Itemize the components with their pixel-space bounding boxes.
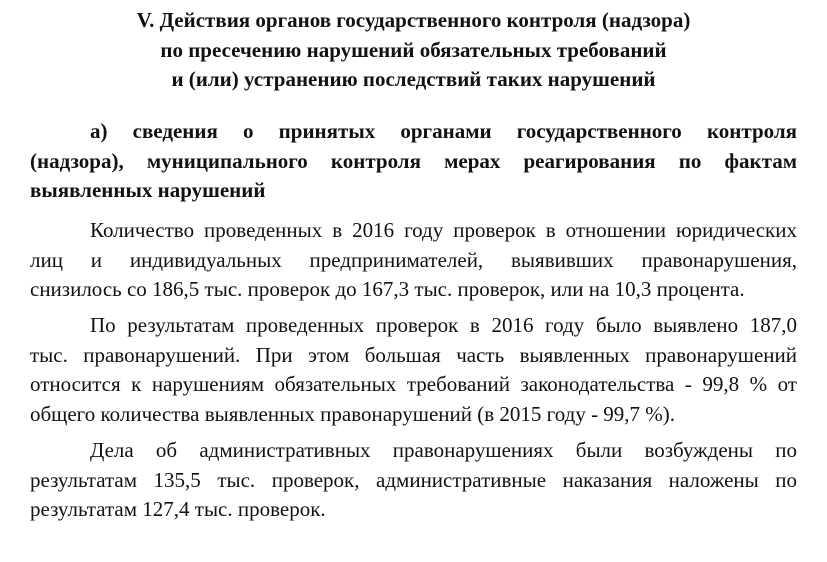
paragraph-line: снизилось со 186,5 тыс. проверок до 167,3 тыс. проверок, или на 10,3 процента. [30, 277, 745, 301]
paragraph-administrative-cases [30, 436, 797, 525]
subsection-title-line: а) сведения о принятых органами государственного контроля [90, 119, 797, 143]
subsection-title-line: выявленных нарушений [30, 178, 266, 202]
paragraph-line: лиц и индивидуальных предпринимателей, выявивших правонарушения, [30, 247, 797, 272]
section-title [30, 6, 797, 95]
paragraph-inspections-count [30, 216, 797, 305]
paragraph-line: общего количества выявленных правонарушений (в 2015 году - 99,7 %). [30, 401, 676, 426]
paragraph-line: результатам 135,5 тыс. проверок, административные наказания наложены по [30, 467, 797, 492]
paragraph-violations-found [30, 311, 797, 429]
subsection-title [30, 117, 797, 206]
paragraph-line: По результатам проведенных проверок в 2016 году было выявлено 187,0 [90, 313, 797, 337]
paragraph-line: Дела об административных правонарушениях были возбуждены по [90, 438, 797, 462]
section-title-line: V. Действия органов государственного контроля (надзора) [136, 8, 691, 32]
subsection-title-line: (надзора), муниципального контроля мерах реагирования по фактам [30, 148, 797, 173]
paragraph-line: относится к нарушениям обязательных требований законодательства - 99,8 % от [30, 372, 797, 396]
paragraph-line: результатам 127,4 тыс. проверок. [30, 497, 326, 521]
paragraph-line: тыс. правонарушений. При этом большая часть выявленных правонарушений [30, 342, 797, 367]
section-title-line: и (или) устранению последствий таких нарушений [171, 67, 656, 91]
paragraph-line: Количество проведенных в 2016 году проверок в отношении юридических [90, 218, 797, 242]
section-title-line: по пресечению нарушений обязательных требований [160, 37, 667, 62]
